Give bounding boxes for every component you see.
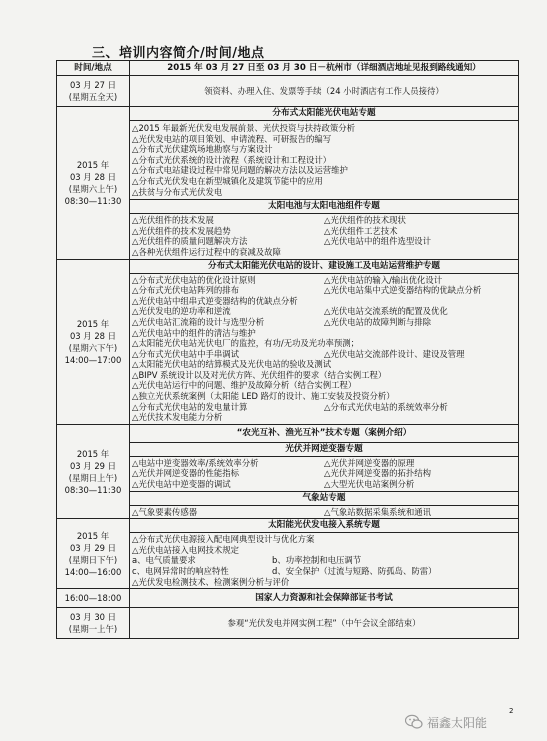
list-item: d、安全保护（过流与短路、防孤岛、防雷） [272,566,437,576]
list-item: △电站中逆变器效率/系统效率分析 [132,457,259,468]
topic-items [130,214,519,259]
topic-items [130,121,519,200]
registration-cell: 领资料、办理入住、发票等手续（24 小时酒店有工作人员接待） [130,76,519,107]
list-item: △光伏电站中的组件的清洁与维护 [132,327,256,338]
table-row [57,519,519,533]
list-item: △气象要素传感器 [132,506,198,517]
page-number: 2 [509,707,514,715]
list-item: △分布式光伏系统的设计流程（系统设计和工程设计） [132,154,332,165]
topic-items [130,273,519,424]
list-item: △分布式光伏电源接入配电网典型设计与优化方案 [132,534,315,545]
table-row [57,424,519,442]
list-item: △太阳能光伏电站的结算模式及光伏电站的验收及测试 [132,359,332,370]
time-cell: 03 月 30 日 (星期一上午) [57,608,130,639]
list-item: △光伏组件的技术现状 [324,215,406,226]
list-item: △光伏发电检测技术、检测案例分析与评价 [132,576,290,587]
list-item: △光伏电站集中式逆变器结构的优缺点分析 [324,285,482,296]
topic-heading: 分布式太阳能光伏电站专题 [130,107,519,121]
list-item: △大型光伏电站案例分析 [324,479,415,490]
wechat-icon [405,714,423,730]
list-item: △光伏组件的技术发展 [132,215,214,226]
list-item: △分布式电站建设过程中常见问题的解决方法以及运营维护 [132,165,348,176]
list-item: △光伏组件的质量问题解决方法 [132,236,248,247]
list-item: △光伏电站的输入/输出优化设计 [324,274,443,285]
list-item: △扶贫与分布式光伏发电 [132,186,223,197]
exam-cell: 国家人力资源和社会保障部证书考试 [130,589,519,608]
list-item: △分布式光伏电站的系统效率分析 [324,401,448,412]
list-item: △光伏电站中逆变器的调试 [132,479,231,490]
table-header-row [57,61,519,76]
topic-heading: 气象站专题 [130,491,519,505]
topic-heading: “农光互补、渔光互补”技术专题（案例介绍） [130,424,519,442]
table-row [57,589,519,608]
list-item: △光伏电站的故障判断与排除 [324,316,431,327]
visit-cell: 参观“光伏发电并网实例工程”（中午会议全部结束） [130,608,519,639]
time-cell: 2015 年 03 月 28 日 (星期六上午) 08:30—11:30 [57,107,130,260]
schedule-table [56,60,519,639]
list-item: b、功率控制和电压调节 [272,555,362,566]
time-cell: 03 月 27 日 (星期五全天) [57,76,130,107]
header-date-range: 2015 年 03 月 27 日至 03 月 30 日－杭州市（详细酒店地址见报到路线通知） [130,61,519,76]
topic-items [130,505,519,519]
list-item: △2015 年最新光伏发电发展前景、光伏投资与扶持政策分析 [132,123,356,133]
topic-heading: 太阳电池与太阳电池组件专题 [130,200,519,214]
list-item: △光伏电站交流系统的配置及优化 [324,306,448,317]
topic-heading: 太阳能光伏发电接入系统专题 [130,519,519,533]
list-item: △光伏并网逆变器的性能指标 [132,468,239,479]
list-item: △光伏组件工艺技术 [324,225,398,236]
topic-heading: 光伏并网逆变器专题 [130,442,519,456]
list-item: △光伏电站交流部件设计、建设及管理 [324,348,465,359]
header-time-location: 时间/地点 [57,61,130,76]
table-row [57,107,519,121]
list-item: △光伏并网逆变器的原理 [324,457,415,468]
section-title: 三、培训内容简介/时间/地点 [92,46,265,61]
list-item: △太阳能光伏电站光伏电厂的监控，有功/无功及光功率预测； [132,338,360,349]
list-item: △各种光伏组件运行过程中的衰减及故障 [132,246,281,257]
list-item: △光伏电站汇流箱的设计与选型分析 [132,316,265,327]
list-item: △分布式光伏发电在新型城镇化及建筑节能中的应用 [132,175,323,186]
table-row [57,259,519,273]
list-item: △分布式光伏电站的优化设计原则 [132,274,256,285]
list-item: △光伏技术发电能力分析 [132,412,223,423]
list-item: △BIPV 系统设计以及对光伏方阵、光伏组件的要求（结合实例工程） [132,369,387,380]
time-cell: 16:00—18:00 [57,589,130,608]
list-item: △光伏发电的逆功率和逆流 [132,306,231,317]
table-row [57,76,519,107]
time-cell: 2015 年 03 月 28 日 (星期六下午) 14:00—17:00 [57,259,130,424]
list-item: c、电网异常时的响应特性 [132,566,229,576]
topic-heading: 分布式太阳能光伏电站的设计、建设施工及电站运营维护专题 [130,259,519,273]
list-item: △分布式光伏建筑场地勘察与方案设计 [132,144,273,155]
time-cell: 2015 年 03 月 29 日 (星期日下午) 14:00—16:00 [57,519,130,589]
list-item: △分布式光伏电站的发电量计算 [132,401,248,412]
list-item: △光伏电站运行中的问题、维护及故障分析（结合实例工程） [132,380,357,391]
topic-items [130,456,519,491]
list-item: △光伏组件的技术发展趋势 [132,225,231,236]
list-item: △气象站数据采集系统和通讯 [324,506,431,517]
time-cell: 2015 年 03 月 29 日 (星期日上午) 08:30—11:30 [57,424,130,518]
list-item: a、电气质量要求 [132,555,196,566]
watermark-text: 福鑫太阳能 [427,715,488,730]
list-item: △光伏电站接入电网技术规定 [132,544,239,555]
list-item: △光伏发电站的项目策划、申请流程、可研报告的编写 [132,133,332,144]
list-item: △分布式光伏电站中手串调试 [132,348,239,359]
list-item: △光伏并网逆变器的拓扑结构 [324,468,431,479]
watermark [405,712,487,732]
list-item: △光伏电站中的组件选型设计 [324,236,431,247]
list-item: △光伏电站中组串式逆变器结构的优缺点分析 [132,295,298,306]
topic-items [130,533,519,589]
list-item: △分布式光伏电站阵列的排布 [132,285,239,296]
list-item: △独立光伏系统案例（太阳能 LED 路灯的设计、施工安装及投资分析） [132,391,395,402]
table-row [57,608,519,639]
